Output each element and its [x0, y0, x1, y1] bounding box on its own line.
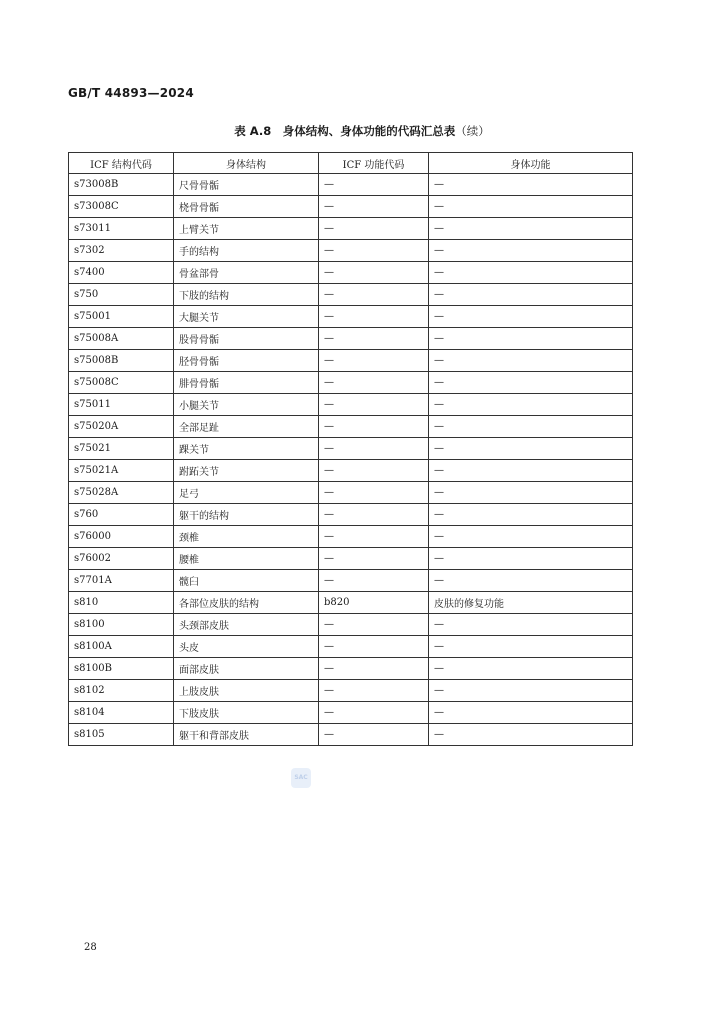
cell-body-function: —: [429, 350, 633, 372]
cell-body-structure: 踝关节: [174, 438, 319, 460]
cell-icf-function-code: —: [319, 482, 429, 504]
table-row: [69, 240, 633, 262]
cell-body-structure: 髋臼: [174, 570, 319, 592]
cell-body-function: —: [429, 680, 633, 702]
cell-icf-function-code: b820: [319, 592, 429, 614]
cell-icf-structure-code: s75021: [69, 438, 174, 460]
cell-icf-function-code: —: [319, 614, 429, 636]
table-body: [69, 174, 633, 746]
cell-icf-structure-code: s8100: [69, 614, 174, 636]
cell-body-function: —: [429, 504, 633, 526]
cell-icf-structure-code: s750: [69, 284, 174, 306]
cell-body-function: —: [429, 614, 633, 636]
cell-body-function: —: [429, 328, 633, 350]
table-row: [69, 636, 633, 658]
cell-body-structure: 颈椎: [174, 526, 319, 548]
cell-body-function: —: [429, 438, 633, 460]
cell-body-structure: 上臂关节: [174, 218, 319, 240]
standard-code: GB/T 44893—2024: [68, 86, 194, 100]
cell-icf-structure-code: s8104: [69, 702, 174, 724]
cell-body-structure: 骨盆部骨: [174, 262, 319, 284]
cell-icf-function-code: —: [319, 526, 429, 548]
page-number: 28: [84, 942, 97, 953]
cell-body-structure: 面部皮肤: [174, 658, 319, 680]
cell-icf-function-code: —: [319, 350, 429, 372]
cell-icf-function-code: —: [319, 328, 429, 350]
cell-icf-structure-code: s8100B: [69, 658, 174, 680]
cell-body-function: —: [429, 196, 633, 218]
cell-icf-structure-code: s75020A: [69, 416, 174, 438]
cell-icf-function-code: —: [319, 658, 429, 680]
table-row: [69, 196, 633, 218]
table-row: [69, 482, 633, 504]
cell-icf-structure-code: s73008B: [69, 174, 174, 196]
cell-icf-function-code: —: [319, 394, 429, 416]
cell-icf-structure-code: s810: [69, 592, 174, 614]
cell-body-function: —: [429, 262, 633, 284]
cell-icf-structure-code: s75008A: [69, 328, 174, 350]
cell-body-structure: 大腿关节: [174, 306, 319, 328]
table-row: [69, 570, 633, 592]
cell-icf-structure-code: s76000: [69, 526, 174, 548]
cell-body-structure: 跗跖关节: [174, 460, 319, 482]
cell-body-function: —: [429, 372, 633, 394]
cell-body-structure: 全部足趾: [174, 416, 319, 438]
table-header-row: [69, 153, 633, 174]
cell-icf-function-code: —: [319, 438, 429, 460]
cell-icf-function-code: —: [319, 548, 429, 570]
cell-icf-function-code: —: [319, 416, 429, 438]
table-title: [0, 123, 724, 139]
column-header-icf-structure-code: ICF 结构代码: [69, 153, 174, 174]
cell-body-function: —: [429, 174, 633, 196]
cell-icf-structure-code: s7400: [69, 262, 174, 284]
cell-icf-structure-code: s73011: [69, 218, 174, 240]
cell-body-function: —: [429, 724, 633, 746]
table-row: [69, 262, 633, 284]
cell-icf-function-code: —: [319, 306, 429, 328]
cell-body-structure: 尺骨骨骺: [174, 174, 319, 196]
cell-icf-function-code: —: [319, 702, 429, 724]
cell-icf-structure-code: s75021A: [69, 460, 174, 482]
cell-body-structure: 桡骨骨骺: [174, 196, 319, 218]
cell-body-structure: 股骨骨骺: [174, 328, 319, 350]
cell-icf-structure-code: s75011: [69, 394, 174, 416]
table-title-text: 表 A.8 身体结构、身体功能的代码汇总表: [234, 124, 456, 138]
cell-body-function: 皮肤的修复功能: [429, 592, 633, 614]
cell-icf-function-code: —: [319, 372, 429, 394]
cell-icf-structure-code: s8100A: [69, 636, 174, 658]
cell-icf-structure-code: s75008C: [69, 372, 174, 394]
table-row: [69, 174, 633, 196]
cell-body-structure: 足弓: [174, 482, 319, 504]
table-row: [69, 614, 633, 636]
column-header-body-function: 身体功能: [429, 153, 633, 174]
column-header-icf-function-code: ICF 功能代码: [319, 153, 429, 174]
cell-icf-function-code: —: [319, 218, 429, 240]
cell-icf-function-code: —: [319, 262, 429, 284]
cell-body-structure: 下肢皮肤: [174, 702, 319, 724]
cell-icf-function-code: —: [319, 570, 429, 592]
sac-watermark-logo: SAC: [291, 768, 311, 788]
cell-body-function: —: [429, 416, 633, 438]
cell-icf-structure-code: s7701A: [69, 570, 174, 592]
cell-icf-function-code: —: [319, 636, 429, 658]
cell-icf-structure-code: s73008C: [69, 196, 174, 218]
table-row: [69, 658, 633, 680]
cell-body-function: —: [429, 240, 633, 262]
cell-icf-function-code: —: [319, 174, 429, 196]
cell-icf-function-code: —: [319, 240, 429, 262]
code-summary-table: [68, 152, 633, 746]
cell-body-structure: 胫骨骨骺: [174, 350, 319, 372]
cell-body-function: —: [429, 548, 633, 570]
cell-body-structure: 下肢的结构: [174, 284, 319, 306]
cell-body-function: —: [429, 306, 633, 328]
table-row: [69, 592, 633, 614]
cell-icf-structure-code: s8102: [69, 680, 174, 702]
table-row: [69, 350, 633, 372]
cell-body-structure: 手的结构: [174, 240, 319, 262]
table-row: [69, 438, 633, 460]
column-header-body-structure: 身体结构: [174, 153, 319, 174]
table-row: [69, 526, 633, 548]
cell-body-function: —: [429, 570, 633, 592]
cell-body-structure: 各部位皮肤的结构: [174, 592, 319, 614]
table-row: [69, 372, 633, 394]
cell-body-structure: 腰椎: [174, 548, 319, 570]
cell-icf-function-code: —: [319, 680, 429, 702]
cell-icf-function-code: —: [319, 284, 429, 306]
table-row: [69, 218, 633, 240]
cell-icf-structure-code: s75028A: [69, 482, 174, 504]
cell-body-structure: 躯干和背部皮肤: [174, 724, 319, 746]
cell-body-function: —: [429, 394, 633, 416]
cell-body-structure: 小腿关节: [174, 394, 319, 416]
cell-body-function: —: [429, 702, 633, 724]
table-row: [69, 460, 633, 482]
cell-body-structure: 躯干的结构: [174, 504, 319, 526]
cell-body-function: —: [429, 218, 633, 240]
cell-body-function: —: [429, 526, 633, 548]
table-title-continued: （续）: [455, 124, 490, 138]
table-row: [69, 416, 633, 438]
table-row: [69, 548, 633, 570]
cell-icf-structure-code: s75001: [69, 306, 174, 328]
cell-body-structure: 头颈部皮肤: [174, 614, 319, 636]
cell-icf-function-code: —: [319, 504, 429, 526]
cell-body-structure: 头皮: [174, 636, 319, 658]
cell-body-function: —: [429, 460, 633, 482]
cell-icf-structure-code: s76002: [69, 548, 174, 570]
cell-body-function: —: [429, 636, 633, 658]
table-row: [69, 724, 633, 746]
table-row: [69, 504, 633, 526]
table-row: [69, 328, 633, 350]
cell-body-structure: 上肢皮肤: [174, 680, 319, 702]
table-row: [69, 680, 633, 702]
table-row: [69, 394, 633, 416]
table-row: [69, 306, 633, 328]
cell-body-structure: 腓骨骨骺: [174, 372, 319, 394]
table-row: [69, 284, 633, 306]
cell-icf-function-code: —: [319, 196, 429, 218]
cell-body-function: —: [429, 482, 633, 504]
cell-icf-structure-code: s760: [69, 504, 174, 526]
cell-icf-structure-code: s8105: [69, 724, 174, 746]
cell-icf-structure-code: s75008B: [69, 350, 174, 372]
cell-body-function: —: [429, 284, 633, 306]
cell-icf-function-code: —: [319, 460, 429, 482]
cell-icf-structure-code: s7302: [69, 240, 174, 262]
table-row: [69, 702, 633, 724]
cell-body-function: —: [429, 658, 633, 680]
cell-icf-function-code: —: [319, 724, 429, 746]
